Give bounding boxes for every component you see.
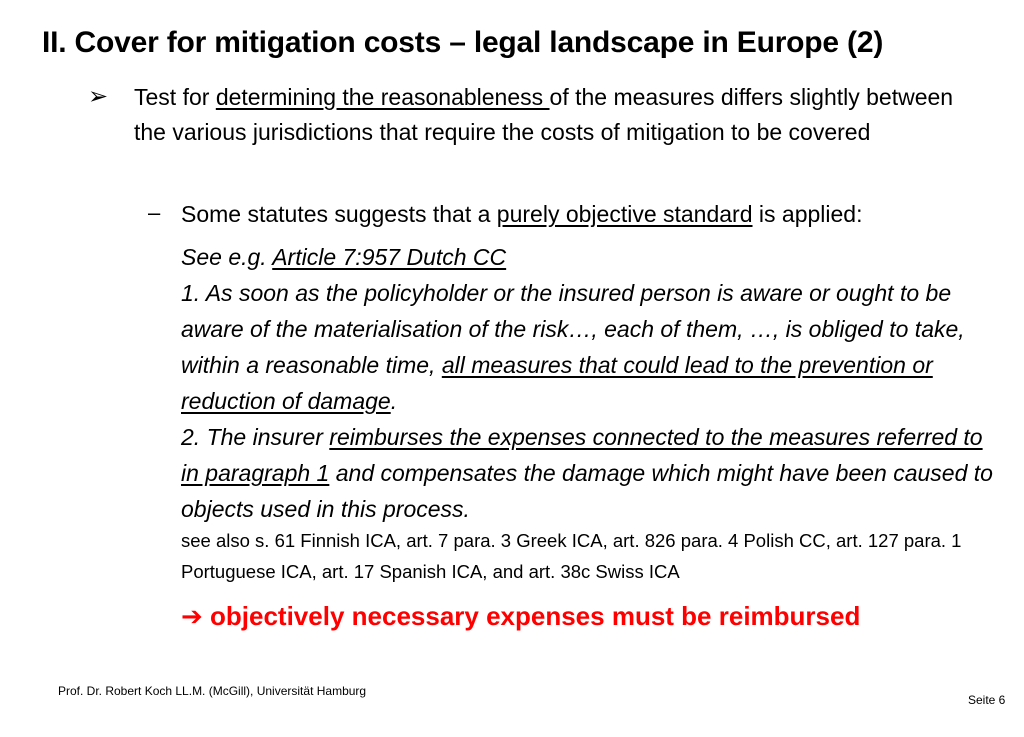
p1-underlined: all measures that could lead to the prevention or reduction of damage	[181, 352, 933, 414]
page-number: Seite 6	[968, 693, 1006, 707]
bullet1-underlined: determining the reasonableness	[215, 84, 550, 110]
bullet-objective-standard	[181, 197, 1001, 232]
bullet2-suffix: is applied:	[752, 201, 863, 227]
p1-end: .	[390, 388, 398, 414]
quote-paragraph-2	[181, 419, 996, 527]
bullet2-underlined: purely objective standard	[496, 201, 753, 227]
slide-title: II. Cover for mitigation costs – legal landscape in Europe (2)	[42, 26, 884, 59]
statute-quote	[181, 239, 996, 527]
p1-text: 1. As soon as the policyholder or the insured person is aware or ought to be aware of the materialisation of the risk…, each of them, …, is obliged to take, within a reasonable time,	[181, 280, 965, 378]
p2-prefix: 2. The insurer	[181, 424, 330, 450]
p2-suffix: and compensates the damage which might have been caused to objects used in this process.	[181, 460, 993, 522]
footer-author: Prof. Dr. Robert Koch LL.M. (McGill), Universität Hamburg	[58, 684, 367, 698]
conclusion-statement	[181, 601, 860, 632]
see-also-references: see also s. 61 Finnish ICA, art. 7 para. 3 Greek ICA, art. 826 para. 4 Polish CC, art. 127 para. 1 Portuguese ICA, art. 17 Spanish ICA, and art. 38c Swiss ICA	[181, 530, 962, 582]
quote-reference-line	[181, 239, 996, 275]
dash-bullet-icon: –	[148, 200, 161, 225]
quote-paragraph-1	[181, 275, 996, 419]
see-eg-label: See e.g.	[181, 244, 273, 270]
bullet2-prefix: Some statutes suggests that a	[181, 201, 497, 227]
conclusion-text: objectively necessary expenses must be reimbursed	[202, 601, 861, 631]
bullet-reasonableness-test	[134, 80, 954, 150]
p2-underlined: reimburses the expenses connected to the measures referred to in paragraph 1	[181, 424, 983, 486]
article-reference: Article 7:957 Dutch CC	[272, 244, 507, 270]
arrow-bullet-icon: ➢	[88, 83, 109, 110]
bullet1-suffix: of the measures differs slightly between the various jurisdictions that require the costs of mitigation to be covered	[134, 84, 954, 145]
bullet1-prefix: Test for	[134, 84, 216, 110]
right-arrow-icon: ➔	[181, 601, 203, 631]
